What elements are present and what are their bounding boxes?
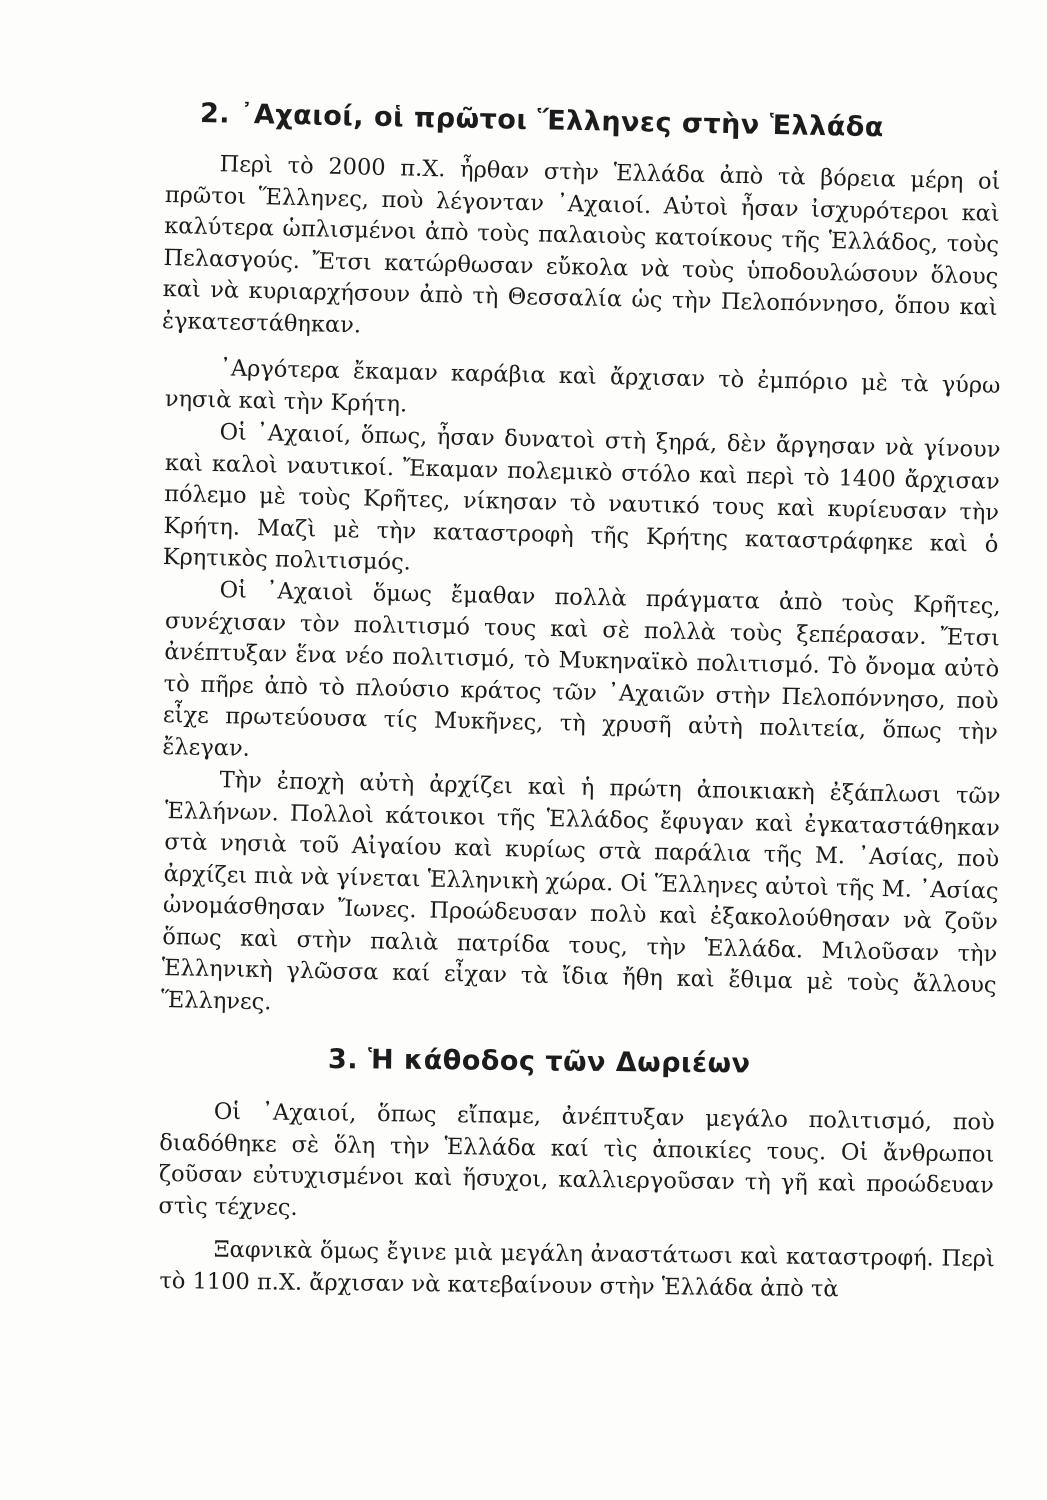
section-3-paragraph-1: Οἱ ᾿Αχαιοί, ὅπως εἴπαμε, ἀνέπτυξαν μεγάλο πολιτισμό, ποὺ διαδόθηκε σὲ ὅλη τὴν Ἑλλάδα καί τὶς ἀποικίες τους. Οἱ ἄνθρωποι ζοῦσαν εὐτυχισμένοι καὶ ἥσυχοι, καλλιεργοῦσαν τὴ γῆ καὶ προώδευαν στὶς τέχνες. [158, 1098, 995, 1221]
section-2-paragraph-4: Οἱ ᾿Αχαιοὶ ὅμως ἔμαθαν πολλὰ πράγματα ἀπὸ τοὺς Κρῆτες, συνέχισαν τὸν πολιτισμό τους καὶ σὲ πολλὰ τοὺς ξεπέρασαν. Ἔτσι ἀνέπτυξαν ἕνα νέο πολιτισμό, τὸ Μυκηναϊκὸ πολιτισμό. Τὸ ὄνομα αὐτὸ τὸ πῆρε ἀπὸ τὸ πλούσιο κράτος τῶν ᾿Αχαιῶν στὴν Πελοπόννησο, ποὺ εἶχε πρωτεύουσα τίς Μυκῆνες, τὴ χρυσῆ αὐτὴ πολιτεία, ὅπως τὴν ἔλεγαν. [162, 577, 1001, 762]
section-2-paragraph-2: ᾿Αργότερα ἔκαμαν καράβια καὶ ἄρχισαν τὸ ἐμπόριο μὲ τὰ γύρω νησιὰ καὶ τὴν Κρήτη. [164, 355, 1001, 417]
section-3-paragraph-2: Ξαφνικὰ ὅμως ἔγινε μιὰ μεγάλη ἀναστάτωσι καὶ καταστροφή. Περὶ τὸ 1100 π.Χ. ἄρχισαν νὰ κατεβαίνουν στὴν Ἑλλάδα ἀπὸ τὰ [159, 1236, 995, 1302]
section-2-paragraph-1: Περὶ τὸ 2000 π.Χ. ἦρθαν στὴν Ἑλλάδα ἀπὸ τὰ βόρεια μέρη οἱ πρῶτοι Ἕλληνες, ποὺ λέγονταν ᾿Αχαιοί. Αὐτοὶ ἦσαν ἰσχυρότεροι καὶ καλύτερα ὡπλισμένοι ἀπὸ τοὺς παλαιοὺς κατοίκους τῆς Ἑλλάδος, τοὺς Πελασγούς. Ἔτσι κατώρθωσαν εὔκολα νὰ τοὺς ὑποδουλώσουν ὅλους καὶ νὰ κυριαρχήσουν ἀπὸ τὴ Θεσσαλία ὡς τὴν Πελοπόννησο, ὅπου καὶ ἐγκατεστάθηκαν. [161, 151, 1001, 338]
section-2-heading: 2. ᾿Αχαιοί, οἱ πρῶτοι Ἕλληνες στὴν Ἑλλάδα [199, 98, 885, 144]
section-2-paragraph-3: Οἱ ᾿Αχαιοί, ὅπως, ἦσαν δυνατοὶ στὴ ξηρά, δὲν ἄργησαν νὰ γίνουν καὶ καλοὶ ναυτικοί. Ἔκαμαν πολεμικὸ στόλο καὶ περὶ τὸ 1400 ἄρχισαν πόλεμο μὲ τοὺς Κρῆτες, νίκησαν τὸ ναυτικό τους καὶ κυρίευσαν τὴν Κρήτη. Μαζὶ μὲ τὴν καταστροφὴ τῆς Κρήτης καταστράφηκε καὶ ὁ Κρητικὸς πολιτισμός. [162, 419, 1001, 576]
section-3-heading: 3. Ἡ κάθοδος τῶν Δωριέων [327, 1044, 751, 1080]
section-2-paragraph-5: Τὴν ἐποχὴ αὐτὴ ἀρχίζει καὶ ἡ πρώτη ἀποικιακὴ ἐξάπλωσι τῶν Ἑλλήνων. Πολλοὶ κάτοικοι τῆς Ἑλλάδος ἔφυγαν καὶ ἐγκαταστάθηκαν στὰ νησιὰ τοῦ Αἰγαίου καὶ κυρίως στὰ παράλια τῆς Μ. ᾿Ασίας, ποὺ ἀρχίζει πιὰ νὰ γίνεται Ἑλληνικὴ χώρα. Οἱ Ἕλληνες αὐτοὶ τῆς Μ. ᾿Ασίας ὠνομάσθησαν Ἴωνες. Προώδευσαν πολὺ καὶ ἐξακολούθησαν νὰ ζοῦν ὅπως καὶ στὴν παλιὰ πατρίδα τους, τὴν Ἑλλάδα. Μιλοῦσαν τὴν Ἑλληνικὴ γλῶσσα καί εἶχαν τὰ ἴδια ἤθη καὶ ἔθιμα μὲ τοὺς ἄλλους Ἕλληνες. [160, 767, 1001, 1015]
